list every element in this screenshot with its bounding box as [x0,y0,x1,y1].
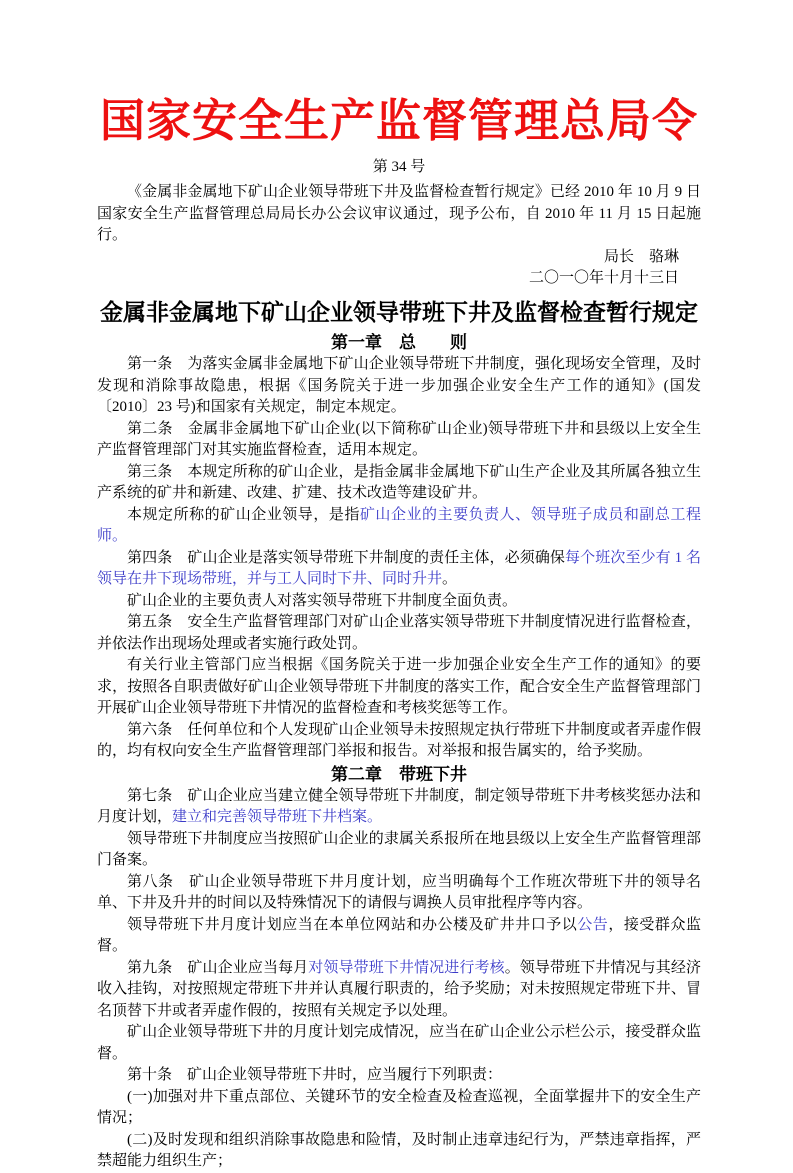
highlighted-phrase: 矿山企业的主要负责人、领导班子成员和副总工程师。 [97,506,701,545]
body-paragraph [97,872,701,915]
body-paragraph [97,505,701,548]
text-run: 。领导带班下井情况与其经济收入挂钩，对按照规定带班下井并认真履行职责的，给予奖励；对未按照规定带班下井、冒名顶替下井或者弄虚作假的，按照有关规定予以处理。 [97,959,701,1019]
text-run: 第六条 任何单位和个人发现矿山企业领导未按照规定执行带班下井制度或者弄虚作假的，均有权向安全生产监督管理部门举报和报告。对举报和报告属实的，给予奖励。 [97,721,701,760]
body-paragraph [97,1130,701,1173]
body-paragraph [97,354,701,419]
text-run: 第一章 总 则 [331,333,467,353]
body-paragraph [97,612,701,655]
text-run: 矿山企业的主要负责人对落实领导带班下井制度全面负责。 [127,592,518,609]
body-paragraph [97,915,701,958]
text-run: 第八条 矿山企业领导带班下井月度计划，应当明确每个工作班次带班下井的领导名单、下井及升井的时间以及特殊情况下的请假与调换人员审批程序等内容。 [97,873,701,912]
text-run: 第五条 安全生产监督管理部门对矿山企业落实领导带班下井制度情况进行监督检查，并依法作出现场处理或者实施行政处罚。 [97,614,701,652]
text-run: 第一条 为落实金属非金属地下矿山企业领导带班下井制度，强化现场安全管理，及时发现和消除事故隐患，根据《国务院关于进一步加强企业安全生产工作的通知》(国发〔2010〕23 号)和国家有关规定，制定本规定。 [97,356,701,416]
chapter-heading [97,763,701,786]
text-run: 第九条 矿山企业应当每月 [127,959,309,976]
text-run: 第二章 带班下井 [331,764,467,784]
body-paragraph [97,462,701,505]
regulation-body [97,331,701,1173]
body-paragraph [97,720,701,763]
text-run: 第四条 矿山企业是落实领导带班下井制度的责任主体，必须确保 [127,549,566,566]
chapter-heading [97,331,701,354]
text-run: 。 [442,571,458,588]
text-run: 领导带班下井制度应当按照矿山企业的隶属关系报所在地县级以上安全生产监督管理部门备案。 [97,830,701,869]
body-paragraph [97,1065,701,1087]
body-paragraph [97,829,701,872]
order-number: 第 34 号 [372,158,426,175]
signature-date: 二〇一〇年十月十三日 [528,270,679,286]
text-run: 第七条 矿山企业应当建立健全领导带班下井制度，制定领导带班下井考核奖惩办法和月度计划， [97,787,701,826]
highlighted-phrase: 对领导带班下井情况进行考核 [308,959,505,976]
body-paragraph [97,591,701,613]
text-run: 矿山企业领导带班下井的月度计划完成情况，应当在矿山企业公示栏公示，接受群众监督。 [97,1024,701,1062]
text-run: 有关行业主管部门应当根据《国务院关于进一步加强企业安全生产工作的通知》的要求，按照各自职责做好矿山企业领导带班下井制度的落实工作，配合安全生产监督管理部门开展矿山企业领导带班下井情况的监督检查和考核奖惩等工作。 [97,657,701,717]
text-run: 第三条 本规定所称的矿山企业，是指金属非金属地下矿山生产企业及其所属各独立生产系统的矿井和新建、改建、扩建、技术改造等建设矿井。 [97,463,701,502]
text-run: ，接受群众监督。 [97,916,701,955]
body-paragraph [97,1087,701,1130]
text-run: (二)及时发现和组织消除事故隐患和险情，及时制止违章违纪行为，严禁违章指挥，严禁超能力组织生产； [97,1131,701,1170]
text-run: 第十条 矿山企业领导带班下井时，应当履行下列职责： [127,1067,503,1084]
text-run: (一)加强对井下重点部位、关键环节的安全检查及检查巡视，全面掌握井下的安全生产情况； [97,1088,701,1127]
body-paragraph [97,419,701,462]
highlighted-phrase: 每个班次至少有 1 名领导在井下现场带班，并与工人同时下井、同时升井 [97,549,701,588]
text-run: 本规定所称的矿山企业领导，是指 [127,506,360,523]
body-paragraph [97,548,701,591]
agency-order-title: 国家安全生产监督管理总局令 [99,96,698,146]
highlighted-phrase: 公告 [577,916,609,933]
body-paragraph [97,1022,701,1065]
text-run: 第二条 金属非金属地下矿山企业(以下简称矿山企业)领导带班下井和县级以上安全生产监督管理部门对其实施监督检查，适用本规定。 [97,420,701,459]
text-run: 领导带班下井月度计划应当在本单位网站和办公楼及矿井井口予以 [127,916,578,933]
promulgation-paragraph: 《金属非金属地下矿山企业领导带班下井及监督检查暂行规定》已经 2010 年 10 月 9 日国家安全生产监督管理总局局长办公会议审议通过，现予公布，自 2010 年 11 月 15 日起施行。 [97,184,701,243]
body-paragraph [97,655,701,720]
highlighted-phrase: 建立和完善领导带班下井档案。 [172,809,383,826]
body-paragraph [97,958,701,1023]
regulation-title: 金属非金属地下矿山企业领导带班下井及监督检查暂行规定 [100,298,698,325]
signature-line: 局长 骆琳 [603,248,679,265]
body-paragraph [97,786,701,829]
